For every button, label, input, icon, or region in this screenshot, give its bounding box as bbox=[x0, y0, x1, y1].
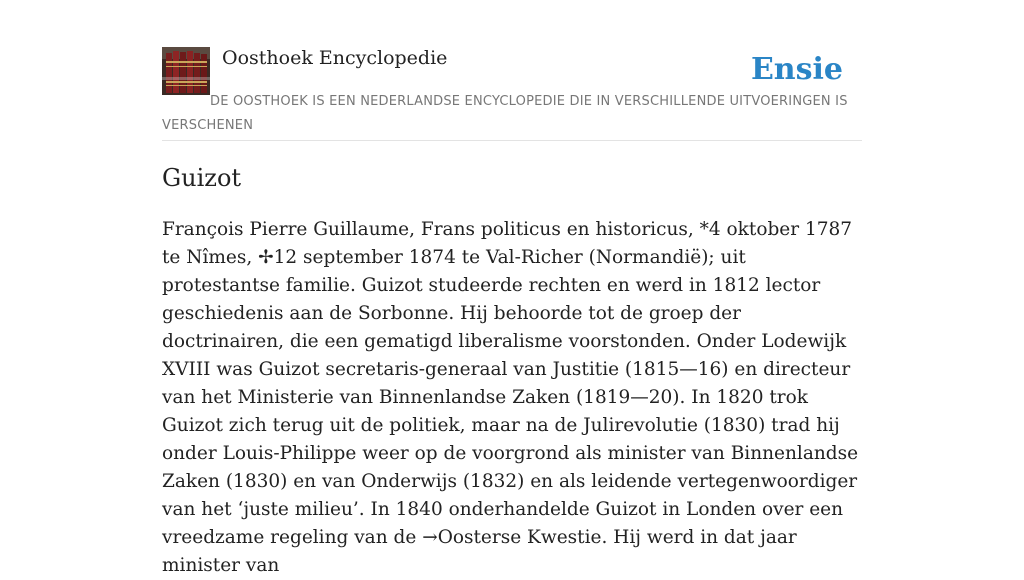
article-body-continued: . Hij werd in dat jaar minister van bbox=[162, 527, 797, 576]
site-avatar[interactable] bbox=[162, 47, 210, 95]
article-body bbox=[162, 216, 862, 580]
oosterse-kwestie-link[interactable]: →Oosterse Kwestie bbox=[422, 527, 602, 548]
site-tagline: DE OOSTHOEK IS EEN NEDERLANDSE ENCYCLOPEDIE DIE IN VERSCHILLENDE UITVOERINGEN IS VERSCHENEN bbox=[162, 94, 848, 133]
article-body-text: François Pierre Guillaume, Frans politicus en historicus, *4 oktober 1787 te Nîmes, ✢12 september 1874 te Val-Richer (Normandië); uit protestantse familie. Guizot studeerde rechten en werd in 1812 lector geschiedenis aan de Sorbonne. Hij behoorde tot de groep der doctrinairen, die een gematigd liberalisme voorstonden. Onder Lodewijk XVIII was Guizot secretaris-generaal van Justitie (1815—16) en directeur van het Ministerie van Binnenlandse Zaken (1819—20). In 1820 trok Guizot zich terug uit de politiek, maar na de Julirevolutie (1830) trad hij onder Louis-Philippe weer op de voorgrond als minister van Binnenlandse Zaken (1830) en van Onderwijs (1832) en als leidende vertegenwoordiger van het ‘juste milieu’. In 1840 onderhandelde Guizot in Londen over een vreedzame regeling van de bbox=[162, 219, 859, 548]
article-title: Guizot bbox=[162, 164, 242, 192]
site-header bbox=[162, 46, 862, 141]
book-spines-icon bbox=[162, 47, 210, 95]
site-name-link[interactable]: Oosthoek Encyclopedie bbox=[222, 47, 448, 69]
brand-logo-link[interactable]: Ensie bbox=[750, 52, 843, 87]
